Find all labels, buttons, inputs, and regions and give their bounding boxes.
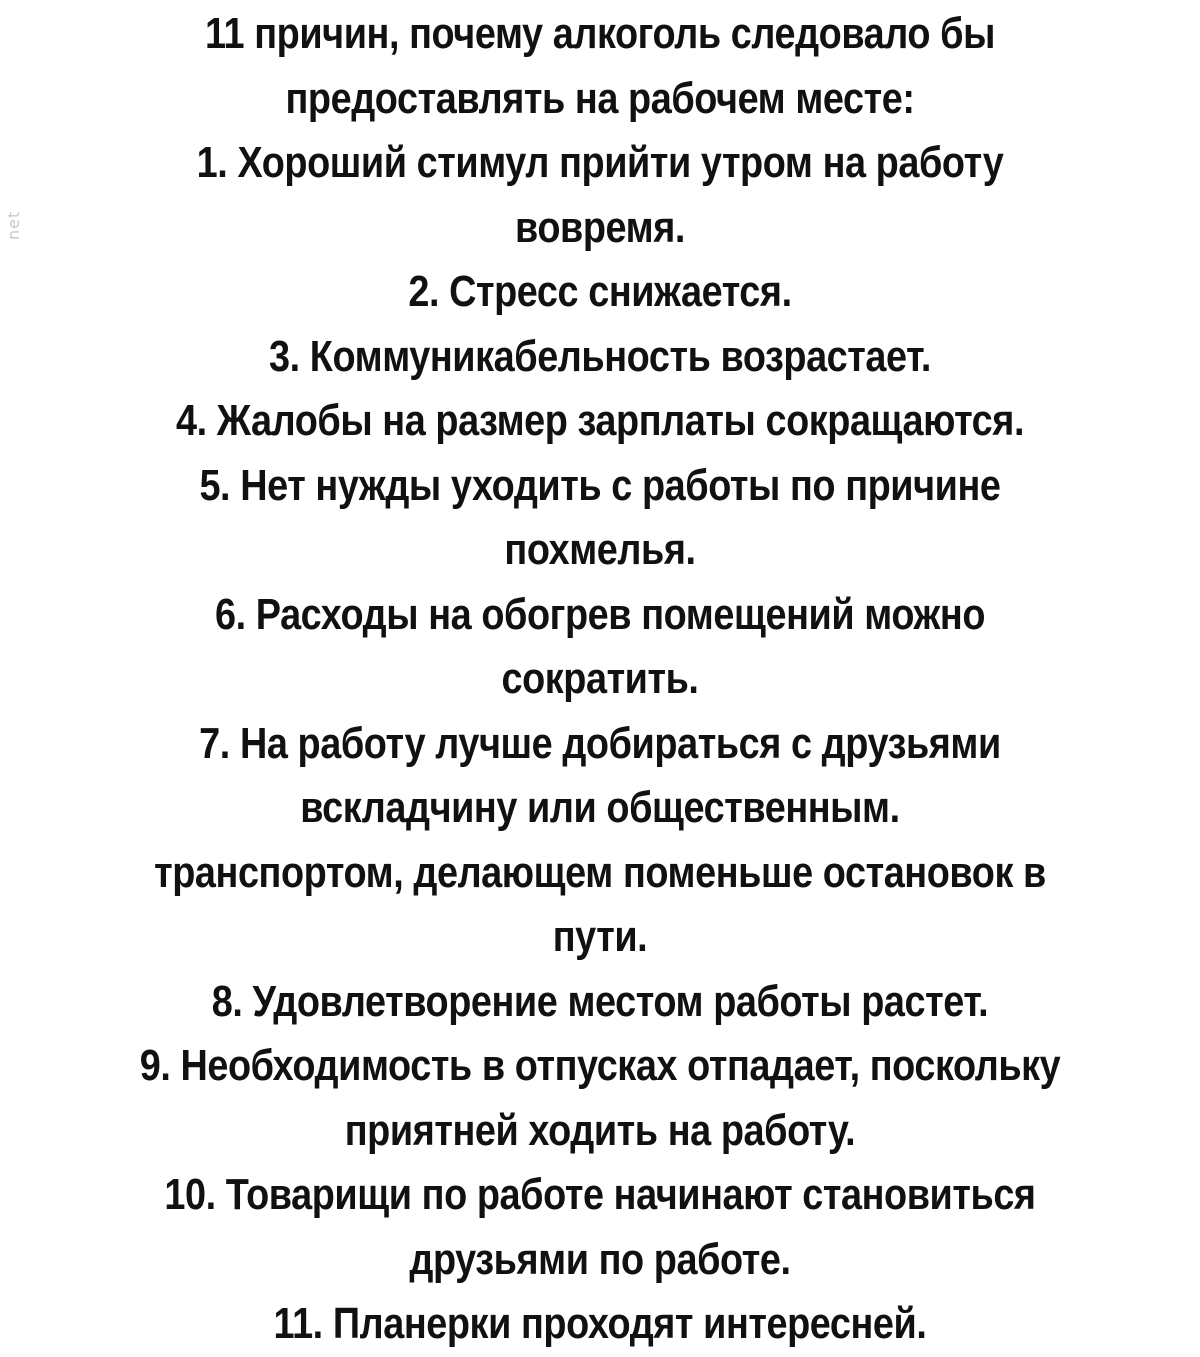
list-item-4: 4. Жалобы на размер зарплаты сокращаются. <box>175 396 1025 445</box>
list-item-7-line-2: вскладчину или общественным. <box>300 783 900 832</box>
list-item-1-line-2: вовремя. <box>515 202 685 252</box>
list-item-6-line-1: 6. Расходы на обогрев помещений можно <box>214 589 986 639</box>
list-item-11: 11. Планерки проходят интересней. <box>273 1299 927 1348</box>
title-line-2: предоставлять на рабочем месте: <box>285 73 915 123</box>
list-item-10-line-1: 10. Товарищи по работе начинают становиться <box>164 1170 1036 1219</box>
list-item-3: 3. Коммуникабельность возрастает. <box>268 331 931 381</box>
list-item-9-line-1: 9. Необходимость в отпусках отпадает, поскольку <box>139 1041 1061 1090</box>
list-item-8: 8. Удовлетворение местом работы растет. <box>211 976 989 1026</box>
list-item-2: 2. Стресс снижается. <box>408 267 792 316</box>
list-item-6-line-2: сократить. <box>501 654 699 703</box>
list-item-10-line-2: друзьями по работе. <box>409 1234 791 1284</box>
list-item-1-line-1: 1. Хороший стимул прийти утром на работу <box>196 138 1004 187</box>
list-item-5-line-2: похмелья. <box>504 525 696 574</box>
list-item-7-line-1: 7. На работу лучше добираться с друзьями <box>199 718 1001 768</box>
watermark: net <box>4 210 23 240</box>
list-item-7-line-4: пути. <box>552 912 648 961</box>
list-item-9-line-2: приятней ходить на работу. <box>344 1105 856 1155</box>
list-item-7-line-3: транспортом, делающем поменьше остановок в <box>154 847 1046 897</box>
list-item-5-line-1: 5. Нет нужды уходить с работы по причине <box>199 460 1001 510</box>
title-line-1: 11 причин, почему алкоголь следовало бы <box>205 9 995 58</box>
